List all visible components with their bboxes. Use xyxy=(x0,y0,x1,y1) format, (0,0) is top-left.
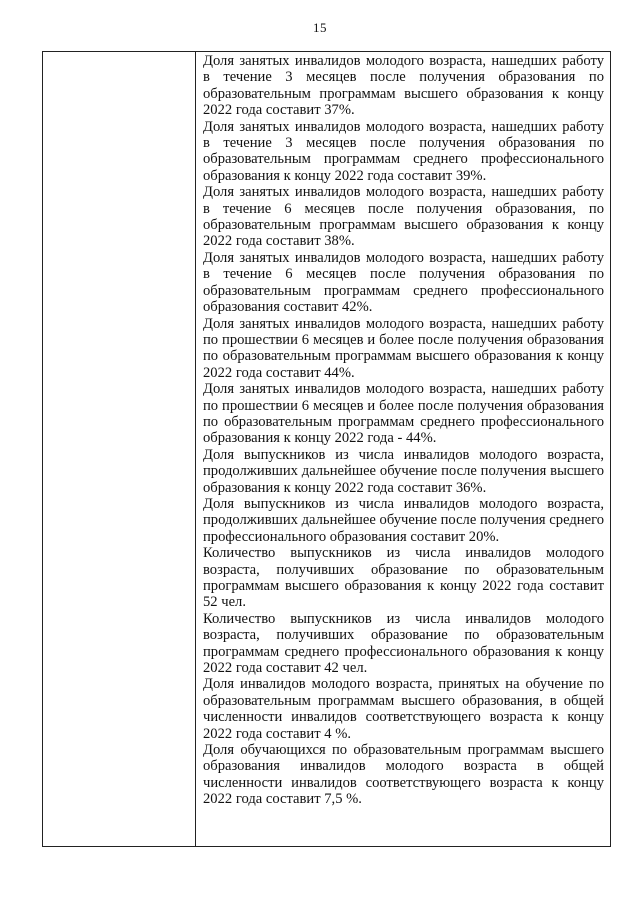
paragraph-continued-he: Доля выпускников из числа инвалидов молодого возраста, продолживших дальнейшее обучение после получения высшего образования к концу 2022 года составит 36%. xyxy=(203,446,604,496)
table-left-column xyxy=(43,52,196,846)
paragraph-employed-he-6m: Доля занятых инвалидов молодого возраста, нашедших работу в течение 6 месяцев после получения образования, по образовательным программам высшего образования к концу 2022 года составит 38%. xyxy=(203,184,604,250)
paragraph-admitted-he-share: Доля инвалидов молодого возраста, принятых на обучение по образовательным программам высшего образования, в общей численности инвалидов соответствующего возраста к концу 2022 года составит 4 %. xyxy=(203,676,604,742)
table-right-column xyxy=(196,52,610,846)
paragraph-graduates-he-count: Количество выпускников из числа инвалидов молодого возраста, получивших образование по образовательным программам высшего образования к концу 2022 года составит 52 чел. xyxy=(203,545,604,611)
paragraph-graduates-spo-count: Количество выпускников из числа инвалидов молодого возраста, получивших образование по образовательным программам среднего профессионального образования к концу 2022 года составит 42 чел. xyxy=(203,610,604,677)
document-table xyxy=(42,51,611,847)
paragraph-continued-spo: Доля выпускников из числа инвалидов молодого возраста, продолживших дальнейшее обучение после получения среднего профессионального образования составит 20%. xyxy=(203,495,604,545)
paragraph-employed-he-3m: Доля занятых инвалидов молодого возраста, нашедших работу в течение 3 месяцев после получения образования по образовательным программам высшего образования к концу 2022 года составит 37%. xyxy=(203,53,604,119)
paragraph-employed-spo-3m: Доля занятых инвалидов молодого возраста, нашедших работу в течение 3 месяцев после получения образования по образовательным программам среднего профессионального образования к концу 2022 года составит 39%. xyxy=(203,118,604,184)
paragraph-employed-spo-6m: Доля занятых инвалидов молодого возраста, нашедших работу в течение 6 месяцев после получения образования по образовательным программам среднего профессионального образования составит 42%. xyxy=(203,249,604,316)
paragraph-employed-spo-6m-plus: Доля занятых инвалидов молодого возраста, нашедших работу по прошествии 6 месяцев и более после получения образования по образовательным программам среднего профессионального образования к концу 2022 года - 44%. xyxy=(203,381,604,447)
paragraph-students-he-share: Доля обучающихся по образовательным программам высшего образования инвалидов молодого возраста в общей численности инвалидов соответствующего возраста к концу 2022 года составит 7,5 %. xyxy=(203,742,604,808)
paragraph-employed-he-6m-plus: Доля занятых инвалидов молодого возраста, нашедших работу по прошествии 6 месяцев и более после получения образования по образовательным программам высшего образования к концу 2022 года составит 44%. xyxy=(203,315,604,381)
page-number: 15 xyxy=(313,20,327,35)
